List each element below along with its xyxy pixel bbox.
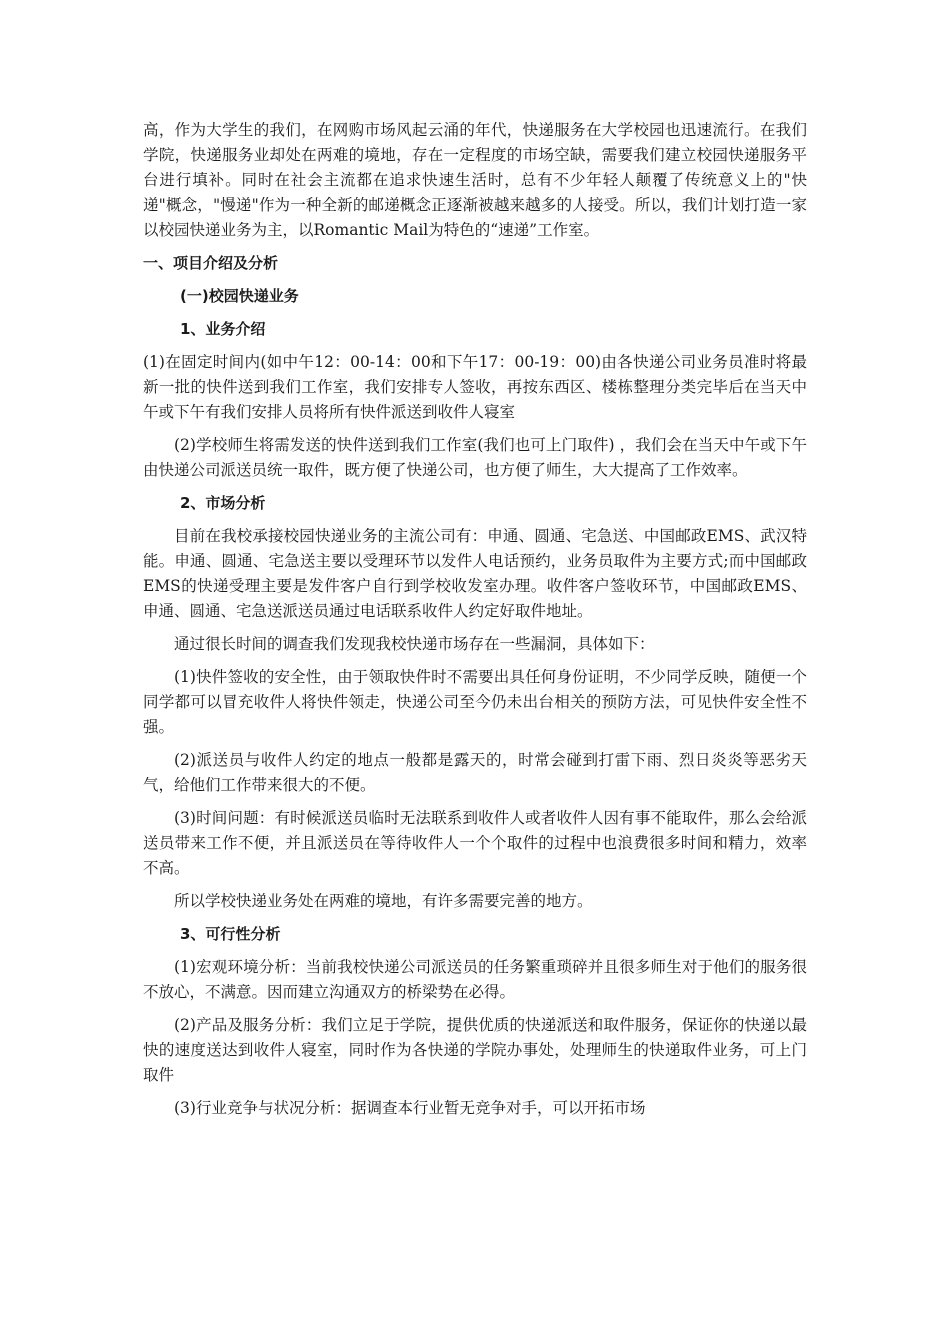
- market-paragraph-6: 所以学校快递业务处在两难的境地，有许多需要完善的地方。: [174, 892, 593, 910]
- document-page: [143, 118, 807, 1129]
- business-paragraph-1: (1)在固定时间内(如中午12：00-14：00和下午17：00-19：00)由各快递公司业务员准时将最新一批的快件送到我们工作室，我们安排专人签收，再按东西区、楼栋整理分类完毕后在当天中午或下午有我们安排人员将所有快件派送到收件人寝室: [143, 353, 807, 421]
- market-paragraph-3: (1)快件签收的安全性，由于领取快件时不需要出具任何身份证明，不少同学反映，随便一个同学都可以冒充收件人将快件领走，快递公司至今仍未出台相关的预防方法，可见快件安全性不强。: [143, 668, 807, 736]
- heading-feasibility-analysis: 3、可行性分析: [180, 925, 281, 943]
- market-paragraph-2: 通过很长时间的调查我们发现我校快递市场存在一些漏洞，具体如下：: [174, 635, 655, 653]
- feasibility-paragraph-2: (2)产品及服务分析：我们立足于学院，提供优质的快递派送和取件服务，保证你的快递以最快的速度送达到收件人寝室，同时作为各快递的学院办事处，处理师生的快递取件业务，可上门取件: [143, 1016, 807, 1084]
- market-paragraph-4: (2)派送员与收件人约定的地点一般都是露天的，时常会碰到打雷下雨、烈日炎炎等恶劣天气，给他们工作带来很大的不便。: [143, 751, 807, 794]
- subsection-heading-campus-express: (一)校园快递业务: [180, 287, 299, 305]
- section-heading-project-intro: 一、项目介绍及分析: [143, 254, 279, 272]
- market-paragraph-1: 目前在我校承接校园快递业务的主流公司有：申通、圆通、宅急送、中国邮政EMS、武汉特能。申通、圆通、宅急送主要以受理环节以发件人电话预约，业务员取件为主要方式;而中国邮政EMS的快递受理主要是发件客户自行到学校收发室办理。收件客户签收环节，中国邮政EMS、申通、圆通、宅急送派送员通过电话联系收件人约定好取件地址。: [143, 527, 807, 620]
- feasibility-paragraph-1: (1)宏观环境分析：当前我校快递公司派送员的任务繁重琐碎并且很多师生对于他们的服务很不放心，不满意。因而建立沟通双方的桥梁势在必得。: [143, 958, 807, 1001]
- heading-market-analysis: 2、市场分析: [180, 494, 266, 512]
- heading-business-intro: 1、业务介绍: [180, 320, 266, 338]
- business-paragraph-2: (2)学校师生将需发送的快件送到我们工作室(我们也可上门取件) ，我们会在当天中午或下午由快递公司派送员统一取件，既方便了快递公司，也方便了师生，大大提高了工作效率。: [143, 436, 807, 479]
- feasibility-paragraph-3: (3)行业竞争与状况分析：据调查本行业暂无竞争对手，可以开拓市场: [174, 1099, 646, 1117]
- market-paragraph-5: (3)时间问题：有时候派送员临时无法联系到收件人或者收件人因有事不能取件，那么会给派送员带来工作不便，并且派送员在等待收件人一个个取件的过程中也浪费很多时间和精力，效率不高。: [143, 809, 807, 877]
- intro-paragraph: 高，作为大学生的我们，在网购市场风起云涌的年代，快递服务在大学校园也迅速流行。在我们学院，快递服务业却处在两难的境地，存在一定程度的市场空缺，需要我们建立校园快递服务平台进行填补。同时在社会主流都在追求快速生活时，总有不少年轻人颠覆了传统意义上的"快递"概念，"慢递"作为一种全新的邮递概念正逐渐被越来越多的人接受。所以，我们计划打造一家以校园快递业务为主，以Romantic Mail为特色的“速递”工作室。: [143, 121, 807, 239]
